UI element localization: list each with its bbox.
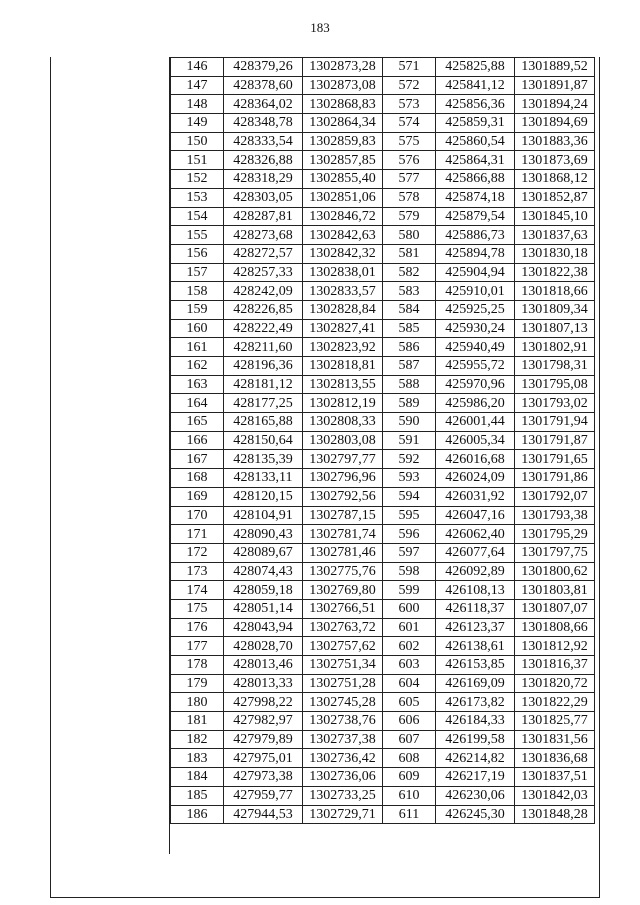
x-coordinate-b: 425866,88	[436, 170, 515, 189]
table-row	[171, 525, 595, 544]
point-number-a: 164	[171, 394, 224, 413]
point-number-b: 599	[383, 581, 436, 600]
x-coordinate-a: 428013,46	[224, 656, 303, 675]
y-coordinate-a: 1302781,74	[303, 525, 383, 544]
y-coordinate-b: 1301831,56	[515, 730, 595, 749]
table-row	[171, 76, 595, 95]
table-row	[171, 375, 595, 394]
x-coordinate-a: 428273,68	[224, 226, 303, 245]
y-coordinate-a: 1302797,77	[303, 450, 383, 469]
x-coordinate-b: 425860,54	[436, 132, 515, 151]
table-row	[171, 730, 595, 749]
table-row	[171, 487, 595, 506]
y-coordinate-a: 1302818,81	[303, 357, 383, 376]
y-coordinate-b: 1301845,10	[515, 207, 595, 226]
y-coordinate-b: 1301797,75	[515, 543, 595, 562]
table-row	[171, 450, 595, 469]
x-coordinate-a: 428120,15	[224, 487, 303, 506]
y-coordinate-b: 1301791,94	[515, 413, 595, 432]
point-number-b: 600	[383, 599, 436, 618]
point-number-a: 153	[171, 188, 224, 207]
y-coordinate-b: 1301825,77	[515, 712, 595, 731]
point-number-b: 609	[383, 768, 436, 787]
x-coordinate-b: 425874,18	[436, 188, 515, 207]
y-coordinate-a: 1302859,83	[303, 132, 383, 151]
point-number-a: 154	[171, 207, 224, 226]
table-row	[171, 618, 595, 637]
x-coordinate-a: 427944,53	[224, 805, 303, 824]
point-number-b: 592	[383, 450, 436, 469]
table-row	[171, 244, 595, 263]
point-number-b: 595	[383, 506, 436, 525]
y-coordinate-b: 1301816,37	[515, 656, 595, 675]
y-coordinate-a: 1302868,83	[303, 95, 383, 114]
x-coordinate-a: 428059,18	[224, 581, 303, 600]
point-number-a: 152	[171, 170, 224, 189]
point-number-b: 594	[383, 487, 436, 506]
page-number: 183	[310, 20, 330, 35]
point-number-b: 607	[383, 730, 436, 749]
table-row	[171, 693, 595, 712]
x-coordinate-b: 425841,12	[436, 76, 515, 95]
x-coordinate-a: 428165,88	[224, 413, 303, 432]
x-coordinate-a: 428222,49	[224, 319, 303, 338]
x-coordinate-a: 427959,77	[224, 786, 303, 805]
y-coordinate-b: 1301868,12	[515, 170, 595, 189]
x-coordinate-a: 428028,70	[224, 637, 303, 656]
y-coordinate-b: 1301812,92	[515, 637, 595, 656]
point-number-b: 581	[383, 244, 436, 263]
point-number-b: 587	[383, 357, 436, 376]
table-row	[171, 319, 595, 338]
point-number-a: 168	[171, 469, 224, 488]
table-row	[171, 338, 595, 357]
y-coordinate-a: 1302833,57	[303, 282, 383, 301]
x-coordinate-a: 428177,25	[224, 394, 303, 413]
y-coordinate-b: 1301808,66	[515, 618, 595, 637]
x-coordinate-a: 427998,22	[224, 693, 303, 712]
x-coordinate-b: 426214,82	[436, 749, 515, 768]
point-number-a: 169	[171, 487, 224, 506]
table-row	[171, 95, 595, 114]
x-coordinate-a: 428272,57	[224, 244, 303, 263]
point-number-a: 184	[171, 768, 224, 787]
x-coordinate-b: 425986,20	[436, 394, 515, 413]
y-coordinate-a: 1302838,01	[303, 263, 383, 282]
x-coordinate-a: 427979,89	[224, 730, 303, 749]
x-coordinate-b: 426031,92	[436, 487, 515, 506]
y-coordinate-a: 1302857,85	[303, 151, 383, 170]
y-coordinate-b: 1301873,69	[515, 151, 595, 170]
table-row	[171, 506, 595, 525]
point-number-b: 574	[383, 114, 436, 133]
point-number-a: 178	[171, 656, 224, 675]
y-coordinate-a: 1302769,80	[303, 581, 383, 600]
y-coordinate-a: 1302751,28	[303, 674, 383, 693]
point-number-a: 179	[171, 674, 224, 693]
table-row	[171, 226, 595, 245]
table-row	[171, 712, 595, 731]
point-number-a: 151	[171, 151, 224, 170]
y-coordinate-b: 1301795,08	[515, 375, 595, 394]
point-number-b: 605	[383, 693, 436, 712]
point-number-a: 165	[171, 413, 224, 432]
point-number-b: 611	[383, 805, 436, 824]
y-coordinate-b: 1301791,86	[515, 469, 595, 488]
x-coordinate-b: 425910,01	[436, 282, 515, 301]
y-coordinate-a: 1302736,42	[303, 749, 383, 768]
y-coordinate-a: 1302738,76	[303, 712, 383, 731]
x-coordinate-b: 426062,40	[436, 525, 515, 544]
y-coordinate-b: 1301803,81	[515, 581, 595, 600]
y-coordinate-b: 1301822,29	[515, 693, 595, 712]
coordinates-table-body	[171, 58, 595, 824]
y-coordinate-b: 1301837,63	[515, 226, 595, 245]
x-coordinate-b: 425825,88	[436, 58, 515, 77]
point-number-b: 589	[383, 394, 436, 413]
table-row	[171, 786, 595, 805]
point-number-b: 586	[383, 338, 436, 357]
y-coordinate-a: 1302803,08	[303, 431, 383, 450]
x-coordinate-a: 428090,43	[224, 525, 303, 544]
x-coordinate-b: 426092,89	[436, 562, 515, 581]
x-coordinate-a: 428133,11	[224, 469, 303, 488]
point-number-b: 577	[383, 170, 436, 189]
y-coordinate-a: 1302828,84	[303, 300, 383, 319]
y-coordinate-a: 1302827,41	[303, 319, 383, 338]
point-number-a: 171	[171, 525, 224, 544]
table-row	[171, 674, 595, 693]
x-coordinate-b: 425970,96	[436, 375, 515, 394]
x-coordinate-b: 425955,72	[436, 357, 515, 376]
x-coordinate-b: 426047,16	[436, 506, 515, 525]
y-coordinate-a: 1302737,38	[303, 730, 383, 749]
table-row	[171, 637, 595, 656]
x-coordinate-b: 426230,06	[436, 786, 515, 805]
point-number-a: 170	[171, 506, 224, 525]
x-coordinate-b: 425856,36	[436, 95, 515, 114]
y-coordinate-a: 1302787,15	[303, 506, 383, 525]
x-coordinate-a: 428226,85	[224, 300, 303, 319]
x-coordinate-b: 425930,24	[436, 319, 515, 338]
point-number-a: 150	[171, 132, 224, 151]
x-coordinate-b: 426005,34	[436, 431, 515, 450]
y-coordinate-a: 1302813,55	[303, 375, 383, 394]
y-coordinate-a: 1302873,28	[303, 58, 383, 77]
y-coordinate-a: 1302792,56	[303, 487, 383, 506]
y-coordinate-b: 1301793,02	[515, 394, 595, 413]
y-coordinate-a: 1302733,25	[303, 786, 383, 805]
y-coordinate-b: 1301820,72	[515, 674, 595, 693]
table-row	[171, 749, 595, 768]
x-coordinate-b: 425864,31	[436, 151, 515, 170]
point-number-a: 173	[171, 562, 224, 581]
x-coordinate-b: 425894,78	[436, 244, 515, 263]
x-coordinate-b: 426123,37	[436, 618, 515, 637]
x-coordinate-a: 428333,54	[224, 132, 303, 151]
y-coordinate-b: 1301830,18	[515, 244, 595, 263]
point-number-a: 149	[171, 114, 224, 133]
table-row	[171, 805, 595, 824]
y-coordinate-a: 1302808,33	[303, 413, 383, 432]
y-coordinate-b: 1301792,07	[515, 487, 595, 506]
point-number-b: 588	[383, 375, 436, 394]
y-coordinate-a: 1302736,06	[303, 768, 383, 787]
y-coordinate-b: 1301791,87	[515, 431, 595, 450]
x-coordinate-b: 426184,33	[436, 712, 515, 731]
y-coordinate-a: 1302846,72	[303, 207, 383, 226]
y-coordinate-b: 1301791,65	[515, 450, 595, 469]
y-coordinate-b: 1301837,51	[515, 768, 595, 787]
point-number-a: 146	[171, 58, 224, 77]
point-number-a: 161	[171, 338, 224, 357]
table-row	[171, 207, 595, 226]
x-coordinate-b: 426016,68	[436, 450, 515, 469]
y-coordinate-a: 1302842,63	[303, 226, 383, 245]
y-coordinate-a: 1302812,19	[303, 394, 383, 413]
table-row	[171, 188, 595, 207]
y-coordinate-a: 1302842,32	[303, 244, 383, 263]
point-number-a: 159	[171, 300, 224, 319]
point-number-a: 160	[171, 319, 224, 338]
y-coordinate-a: 1302873,08	[303, 76, 383, 95]
x-coordinate-a: 428181,12	[224, 375, 303, 394]
point-number-b: 580	[383, 226, 436, 245]
point-number-a: 166	[171, 431, 224, 450]
y-coordinate-a: 1302851,06	[303, 188, 383, 207]
y-coordinate-b: 1301842,03	[515, 786, 595, 805]
point-number-b: 608	[383, 749, 436, 768]
coordinates-table	[170, 57, 595, 824]
point-number-b: 593	[383, 469, 436, 488]
table-row	[171, 58, 595, 77]
y-coordinate-b: 1301852,87	[515, 188, 595, 207]
point-number-b: 583	[383, 282, 436, 301]
y-coordinate-b: 1301883,36	[515, 132, 595, 151]
x-coordinate-a: 428318,29	[224, 170, 303, 189]
x-coordinate-b: 426199,58	[436, 730, 515, 749]
x-coordinate-b: 426108,13	[436, 581, 515, 600]
x-coordinate-b: 426001,44	[436, 413, 515, 432]
y-coordinate-a: 1302855,40	[303, 170, 383, 189]
table-row	[171, 413, 595, 432]
x-coordinate-a: 427982,97	[224, 712, 303, 731]
point-number-b: 591	[383, 431, 436, 450]
point-number-a: 155	[171, 226, 224, 245]
point-number-b: 597	[383, 543, 436, 562]
x-coordinate-a: 428303,05	[224, 188, 303, 207]
point-number-b: 572	[383, 76, 436, 95]
x-coordinate-a: 428242,09	[224, 282, 303, 301]
x-coordinate-a: 428043,94	[224, 618, 303, 637]
table-row	[171, 282, 595, 301]
y-coordinate-a: 1302781,46	[303, 543, 383, 562]
y-coordinate-b: 1301793,38	[515, 506, 595, 525]
x-coordinate-b: 426077,64	[436, 543, 515, 562]
table-row	[171, 543, 595, 562]
x-coordinate-b: 426173,82	[436, 693, 515, 712]
table-row	[171, 114, 595, 133]
point-number-b: 604	[383, 674, 436, 693]
x-coordinate-a: 428287,81	[224, 207, 303, 226]
point-number-a: 163	[171, 375, 224, 394]
y-coordinate-b: 1301894,24	[515, 95, 595, 114]
point-number-b: 590	[383, 413, 436, 432]
point-number-a: 185	[171, 786, 224, 805]
x-coordinate-a: 428211,60	[224, 338, 303, 357]
table-row	[171, 300, 595, 319]
point-number-b: 575	[383, 132, 436, 151]
point-number-a: 162	[171, 357, 224, 376]
table-row	[171, 394, 595, 413]
y-coordinate-a: 1302757,62	[303, 637, 383, 656]
x-coordinate-b: 425940,49	[436, 338, 515, 357]
y-coordinate-b: 1301795,29	[515, 525, 595, 544]
point-number-b: 598	[383, 562, 436, 581]
x-coordinate-a: 427975,01	[224, 749, 303, 768]
point-number-b: 606	[383, 712, 436, 731]
point-number-b: 610	[383, 786, 436, 805]
x-coordinate-a: 428013,33	[224, 674, 303, 693]
x-coordinate-b: 426217,19	[436, 768, 515, 787]
y-coordinate-a: 1302729,71	[303, 805, 383, 824]
point-number-a: 183	[171, 749, 224, 768]
point-number-b: 578	[383, 188, 436, 207]
point-number-b: 579	[383, 207, 436, 226]
point-number-b: 596	[383, 525, 436, 544]
point-number-b: 584	[383, 300, 436, 319]
table-row	[171, 132, 595, 151]
point-number-b: 602	[383, 637, 436, 656]
table-row	[171, 151, 595, 170]
point-number-b: 582	[383, 263, 436, 282]
x-coordinate-b: 426153,85	[436, 656, 515, 675]
y-coordinate-a: 1302763,72	[303, 618, 383, 637]
table-row	[171, 581, 595, 600]
x-coordinate-a: 428379,26	[224, 58, 303, 77]
x-coordinate-b: 426169,09	[436, 674, 515, 693]
x-coordinate-a: 428378,60	[224, 76, 303, 95]
point-number-a: 180	[171, 693, 224, 712]
point-number-b: 576	[383, 151, 436, 170]
y-coordinate-a: 1302766,51	[303, 599, 383, 618]
point-number-a: 167	[171, 450, 224, 469]
point-number-a: 182	[171, 730, 224, 749]
point-number-a: 175	[171, 599, 224, 618]
x-coordinate-a: 427973,38	[224, 768, 303, 787]
y-coordinate-b: 1301800,62	[515, 562, 595, 581]
x-coordinate-a: 428074,43	[224, 562, 303, 581]
x-coordinate-b: 426245,30	[436, 805, 515, 824]
y-coordinate-a: 1302751,34	[303, 656, 383, 675]
point-number-a: 156	[171, 244, 224, 263]
x-coordinate-b: 425859,31	[436, 114, 515, 133]
left-empty-column	[50, 57, 170, 854]
point-number-b: 601	[383, 618, 436, 637]
x-coordinate-b: 425904,94	[436, 263, 515, 282]
point-number-a: 186	[171, 805, 224, 824]
y-coordinate-b: 1301889,52	[515, 58, 595, 77]
y-coordinate-a: 1302796,96	[303, 469, 383, 488]
table-row	[171, 562, 595, 581]
y-coordinate-b: 1301807,07	[515, 599, 595, 618]
x-coordinate-b: 426138,61	[436, 637, 515, 656]
y-coordinate-b: 1301807,13	[515, 319, 595, 338]
y-coordinate-b: 1301798,31	[515, 357, 595, 376]
point-number-b: 603	[383, 656, 436, 675]
point-number-b: 571	[383, 58, 436, 77]
point-number-a: 177	[171, 637, 224, 656]
x-coordinate-a: 428348,78	[224, 114, 303, 133]
x-coordinate-b: 425925,25	[436, 300, 515, 319]
y-coordinate-b: 1301822,38	[515, 263, 595, 282]
point-number-a: 176	[171, 618, 224, 637]
table-row	[171, 599, 595, 618]
x-coordinate-b: 426024,09	[436, 469, 515, 488]
y-coordinate-b: 1301802,91	[515, 338, 595, 357]
x-coordinate-a: 428196,36	[224, 357, 303, 376]
y-coordinate-a: 1302775,76	[303, 562, 383, 581]
y-coordinate-b: 1301894,69	[515, 114, 595, 133]
table-row	[171, 357, 595, 376]
point-number-b: 585	[383, 319, 436, 338]
x-coordinate-a: 428364,02	[224, 95, 303, 114]
y-coordinate-b: 1301809,34	[515, 300, 595, 319]
y-coordinate-a: 1302745,28	[303, 693, 383, 712]
table-row	[171, 656, 595, 675]
x-coordinate-a: 428326,88	[224, 151, 303, 170]
x-coordinate-a: 428104,91	[224, 506, 303, 525]
y-coordinate-b: 1301848,28	[515, 805, 595, 824]
point-number-a: 148	[171, 95, 224, 114]
x-coordinate-a: 428089,67	[224, 543, 303, 562]
point-number-a: 174	[171, 581, 224, 600]
x-coordinate-a: 428150,64	[224, 431, 303, 450]
x-coordinate-a: 428135,39	[224, 450, 303, 469]
x-coordinate-a: 428051,14	[224, 599, 303, 618]
table-row	[171, 469, 595, 488]
y-coordinate-a: 1302823,92	[303, 338, 383, 357]
y-coordinate-b: 1301891,87	[515, 76, 595, 95]
y-coordinate-b: 1301818,66	[515, 282, 595, 301]
point-number-a: 157	[171, 263, 224, 282]
x-coordinate-b: 425886,73	[436, 226, 515, 245]
y-coordinate-a: 1302864,34	[303, 114, 383, 133]
point-number-a: 181	[171, 712, 224, 731]
table-row	[171, 431, 595, 450]
x-coordinate-a: 428257,33	[224, 263, 303, 282]
y-coordinate-b: 1301836,68	[515, 749, 595, 768]
x-coordinate-b: 426118,37	[436, 599, 515, 618]
x-coordinate-b: 425879,54	[436, 207, 515, 226]
table-row	[171, 263, 595, 282]
point-number-a: 158	[171, 282, 224, 301]
point-number-a: 172	[171, 543, 224, 562]
point-number-b: 573	[383, 95, 436, 114]
point-number-a: 147	[171, 76, 224, 95]
table-row	[171, 170, 595, 189]
table-row	[171, 768, 595, 787]
